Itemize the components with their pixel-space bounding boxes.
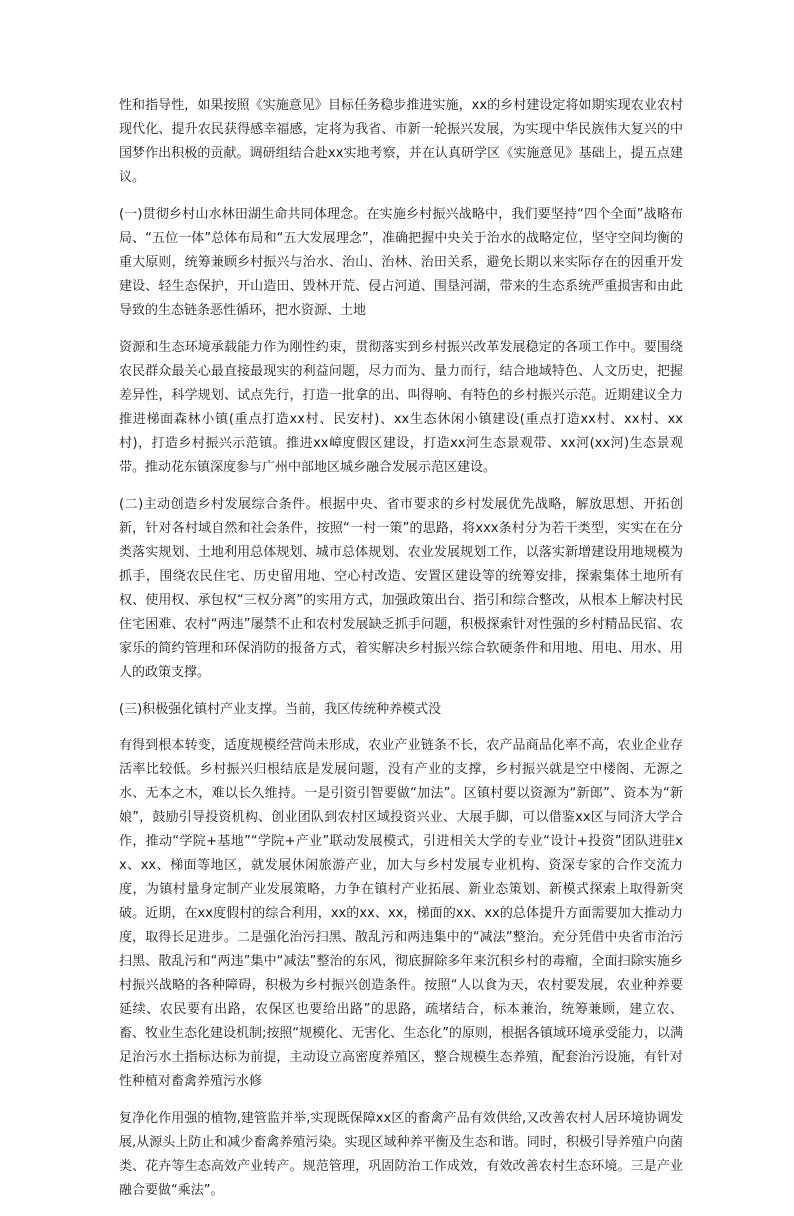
paragraph-intro: 性和指导性，如果按照《实施意见》目标任务稳步推进实施，xx的乡村建设定将如期实现农业农村现代化、提升农民获得感幸福感，定将为我省、市新一轮振兴发展，为实现中华民族伟大复兴的中国梦作出积极的贡献。调研组结合赴xx实地考察，并在认真研学区《实施意见》基础上，提五点建议。 bbox=[119, 98, 683, 185]
paragraph-section-three-heading: (三)积极强化镇村产业支撑。当前，我区传统种养模式没 bbox=[119, 702, 442, 717]
paragraph-section-one-cont: 资源和生态环境承载能力作为刚性约束，贯彻落实到乡村振兴改革发展稳定的各项工作中。要围绕农民群众最关心最直接最现实的利益问题，尽力而为、量力而行，结合地域特色、人文历史，把握差异性，科学规划、试点先行，打造一批拿的出、叫得响、有特色的乡村振兴示范。近期建议全力推进梯面森林小镇(重点打造xx村、民安村)、xx生态休闲小镇建设(重点打造xx村、xx村、xx村)，打造乡村振兴示范镇。推进xx嶂度假区建设，打造xx河生态景观带、xx河(xx河)生态景观带。推动花东镇深度参与广州中部地区城乡融合发展示范区建设。 bbox=[119, 340, 683, 475]
paragraph-section-three-cont: 复净化作用强的植物,建管监并举,实现既保障xx区的畜禽产品有效供给,又改善农村人居环境协调发展,从源头上防止和减少畜禽养殖污染。实现区域种养平衡及生态和谐。同时，积极引导养殖户向菌类、花卉等生态高效产业转产。规范管理，巩固防治工作成效，有效改善农村生态环境。三是产业融合要做“乘法”。 bbox=[119, 1111, 683, 1198]
document-page bbox=[119, 94, 683, 1216]
paragraph-section-two: (二)主动创造乡村发展综合条件。根据中央、省市要求的乡村发展优先战略，解放思想、开拓创新，针对各村域自然和社会条件，按照“一村一策”的思路，将xxx条村分为若干类型，实实在在分类落实规划、土地利用总体规划、城市总体规划、农业发展规划工作，以落实新增建设用地规模为抓手，围绕农民住宅、历史留用地、空心村改造、安置区建设等的统筹安排，探索集体土地所有权、使用权、承包权“三权分离”的实用方式，加强政策出台、指引和综合整改，从根本上解决村民住宅困难、农村“两违”屡禁不止和农村发展缺乏抓手问题，积极探索针对性强的乡村精品民宿、农家乐的简约管理和环保消防的报备方式，着实解决乡村振兴综合软硬条件和用地、用电、用水、用人的政策支撑。 bbox=[119, 497, 683, 680]
paragraph-section-one: (一)贯彻乡村山水林田湖生命共同体理念。在实施乡村振兴战略中，我们要坚持“四个全面”战略布局、“五位一体”总体布局和“五大发展理念”，准确把握中央关于治水的战略定位，坚守空间均衡的重大原则，统筹兼顾乡村振兴与治水、治山、治林、治田关系，避免长期以来实际存在的因重开发建设、轻生态保护，开山造田、毁林开荒、侵占河道、围垦河湖，带来的生态系统严重损害和由此导致的生态链条恶性循环，把水资源、土地 bbox=[119, 207, 683, 318]
paragraph-section-three-body: 有得到根本转变，适度规模经营尚未形成，农业产业链条不长，农产品商品化率不高，农业企业存活率比较低。乡村振兴归根结底是发展问题，没有产业的支撑，乡村振兴就是空中楼阁、无源之水、无本之木，难以长久维持。一是引资引智要做“加法”。区镇村要以资源为“新郎”、资本为“新娘”，鼓励引导投资机构、创业团队到农村区域投资兴业、大展手脚，可以借鉴xx区与同济大学合作，推动“学院+基地”“学院+产业”联动发展模式，引进相关大学的专业“设计+投资”团队进驻xx、xx、梯面等地区，就发展休闲旅游产业，加大与乡村发展专业机构、资深专家的合作交流力度，为镇村量身定制产业发展策略，力争在镇村产业拓展、新业态策划、新模式探索上取得新突破。近期，在xx度假村的综合利用，xx的xx、xx，梯面的xx、xx的总体提升方面需要加大推动力度，取得长足进步。二是强化治污扫黑、散乱污和两违集中的“减法”整治。充分凭借中央省市治污扫黑、散乱污和“两违”集中“减法”整治的东风，彻底摒除多年来沉积乡村的毒瘤，全面扫除实施乡村振兴战略的各种障碍，积极为乡村振兴创造条件。按照“人以食为天，农村要发展，农业种养要延续、农民要有出路，农保区也要给出路”的思路，疏堵结合，标本兼治，统筹兼顾，建立农、畜、牧业生态化建设机制;按照“规模化、无害化、生态化”的原则，根据各镇域环境承受能力，以满足治污水土指标达标为前提，主动设立高密度养殖区，整合规模生态养殖，配套治污设施，有针对性种植对畜禽养殖污水修 bbox=[119, 738, 683, 1089]
